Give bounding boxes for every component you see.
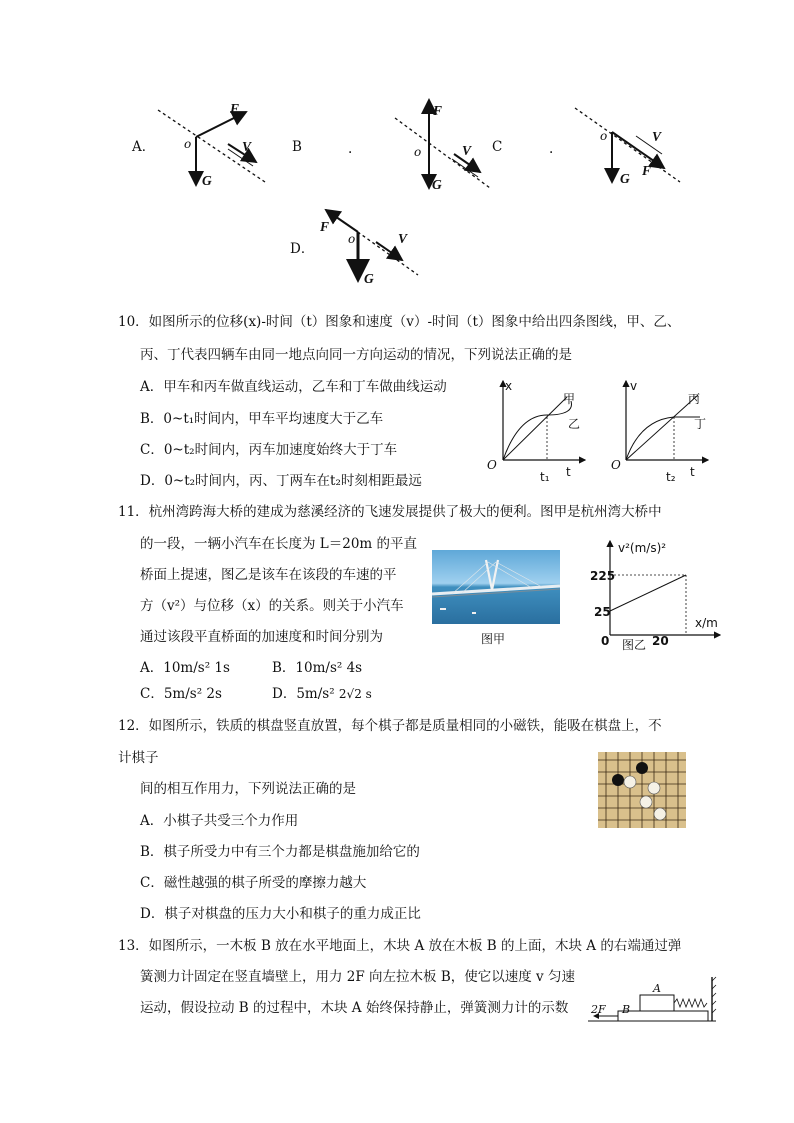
option-a-label: A． (132, 139, 156, 155)
q10-stem-line1: 10．如图所示的位移(x)-时间（t）图象和速度（v）-时间（t）图象中给出四条图线，甲、乙、 (118, 314, 681, 330)
black-stone (612, 774, 624, 786)
force-diagram-a (150, 92, 280, 192)
option-c-label: C (492, 139, 503, 155)
label-f: F (320, 219, 330, 234)
q13-label-a: A (653, 982, 661, 995)
q12-stem-line3: 间的相互作用力，下列说法正确的是 (140, 781, 356, 797)
q11-stem-line5: 通过该段平直桥面的加速度和时间分别为 (140, 629, 383, 645)
xt-y-label: x (505, 379, 513, 393)
q11-stem-line1: 11．杭州湾跨海大桥的建成为慈溪经济的飞速发展提供了极大的便利。图甲是杭州湾大桥中 (118, 504, 662, 520)
label-o: o (414, 145, 422, 159)
q11-choice-b: B．10m/s² 4s (272, 660, 363, 676)
vt-label-ding: 丁 (694, 417, 707, 431)
label-g: G (432, 177, 442, 192)
q12-stem-line1: 12．如图所示，铁质的棋盘竖直放置，每个棋子都是质量相同的小磁铁，能吸在棋盘上，不 (118, 718, 662, 734)
label-f: F (433, 103, 443, 118)
label-o: o (184, 137, 192, 151)
white-stone (654, 808, 666, 820)
label-v: V (398, 231, 408, 246)
label-g: G (364, 271, 374, 286)
v2-tick-25: 25 (594, 605, 611, 619)
q11-stem-line3: 桥面上提速，图乙是该车在该段的车速的平 (140, 567, 397, 583)
option-d-label: D． (290, 241, 315, 257)
line-jia (503, 397, 567, 460)
q10-stem-line2: 丙、丁代表四辆车由同一地点向同一方向运动的情况，下列说法正确的是 (140, 347, 572, 363)
vt-tick-t2: t₂ (666, 470, 676, 484)
q12-stem-line2: 计棋子 (118, 750, 159, 766)
black-stone (636, 762, 648, 774)
q13-stem-line1: 13．如图所示，一木板 B 放在水平地面上，木块 A 放在木板 B 的上面，木块 A 的右端通过弹 (118, 938, 682, 954)
q12-choice-d: D．棋子对棋盘的压力大小和棋子的重力成正比 (140, 906, 421, 922)
xt-x-label: t (566, 465, 571, 479)
q10-choice-c: C．0~t₂时间内，丙车加速度始终大于丁车 (140, 442, 398, 458)
white-stone (648, 782, 660, 794)
q13-stem-line3: 运动，假设拉动 B 的过程中，木块 A 始终保持静止，弹簧测力计的示数 (140, 1000, 569, 1016)
white-stone (624, 776, 636, 788)
option-c-dot: . (549, 141, 554, 157)
q12-choice-c: C．磁性越强的棋子所受的摩擦力越大 (140, 875, 367, 891)
q11-stem-line2: 的一段，一辆小汽车在长度为 L＝20m 的平直 (140, 536, 418, 552)
v2-tick-225: 225 (590, 569, 616, 583)
q10-choice-d: D．0~t₂时间内，丙、丁两车在t₂时刻相距最远 (140, 473, 422, 489)
label-f: F (642, 163, 652, 178)
photo-caption: 图甲 (481, 632, 506, 646)
q11-choice-a: A．10m/s² 1s (140, 660, 230, 676)
white-stone (640, 796, 652, 808)
label-o: o (348, 232, 356, 246)
label-g: G (202, 173, 212, 188)
v2-origin: 0 (601, 634, 610, 648)
q11-choice-d: D．5m/s² 2√2 s (272, 686, 372, 702)
q11-choice-c: C．5m/s² 2s (140, 686, 222, 702)
bridge-photo (432, 550, 560, 624)
go-board-image (598, 752, 686, 828)
vt-x-label: t (690, 465, 695, 479)
v2-y-label: v²(m/s)² (618, 541, 667, 555)
q12-choice-a: A．小棋子共受三个力作用 (140, 813, 299, 829)
q11-stem-line4: 方（v²）与位移（x）的关系。则关于小汽车 (140, 598, 404, 614)
option-b-label: B (292, 139, 302, 155)
q12-choice-b: B．棋子所受力中有三个力都是棋盘施加给它的 (140, 844, 420, 860)
vt-label-bing: 丙 (688, 392, 701, 406)
q10-choice-b: B．0~t₁时间内，甲车平均速度大于乙车 (140, 411, 384, 427)
label-v: V (462, 143, 472, 158)
xt-origin: O (487, 458, 497, 472)
label-f: F (230, 101, 240, 116)
q13-label-b: B (622, 1003, 631, 1016)
board-b (618, 1011, 708, 1021)
v2-caption: 图乙 (622, 638, 647, 652)
curve-yi (503, 401, 572, 460)
label-v: V (652, 129, 662, 144)
xt-label-jia: 甲 (563, 392, 576, 406)
label-v: V (242, 139, 252, 154)
force-diagram-b (390, 92, 503, 192)
vt-origin: O (611, 458, 621, 472)
q13-stem-line2: 簧测力计固定在竖直墙壁上，用力 2F 向左拉木板 B，使它以速度 v 匀速 (140, 969, 575, 985)
label-o: o (600, 129, 608, 143)
v2-tick-20: 20 (652, 634, 669, 648)
vt-y-label: v (630, 379, 638, 393)
label-g: G (620, 171, 630, 186)
xt-label-yi: 乙 (568, 417, 581, 431)
xt-tick-t1: t₁ (540, 470, 550, 484)
v2-x-label: x/m (695, 616, 718, 630)
q13-label-2f: 2F (591, 1003, 606, 1016)
q10-choice-a: A．甲车和丙车做直线运动，乙车和丁车做曲线运动 (140, 379, 447, 395)
v2-line (610, 575, 686, 611)
option-b-dot: . (348, 141, 353, 157)
spring (674, 999, 707, 1007)
